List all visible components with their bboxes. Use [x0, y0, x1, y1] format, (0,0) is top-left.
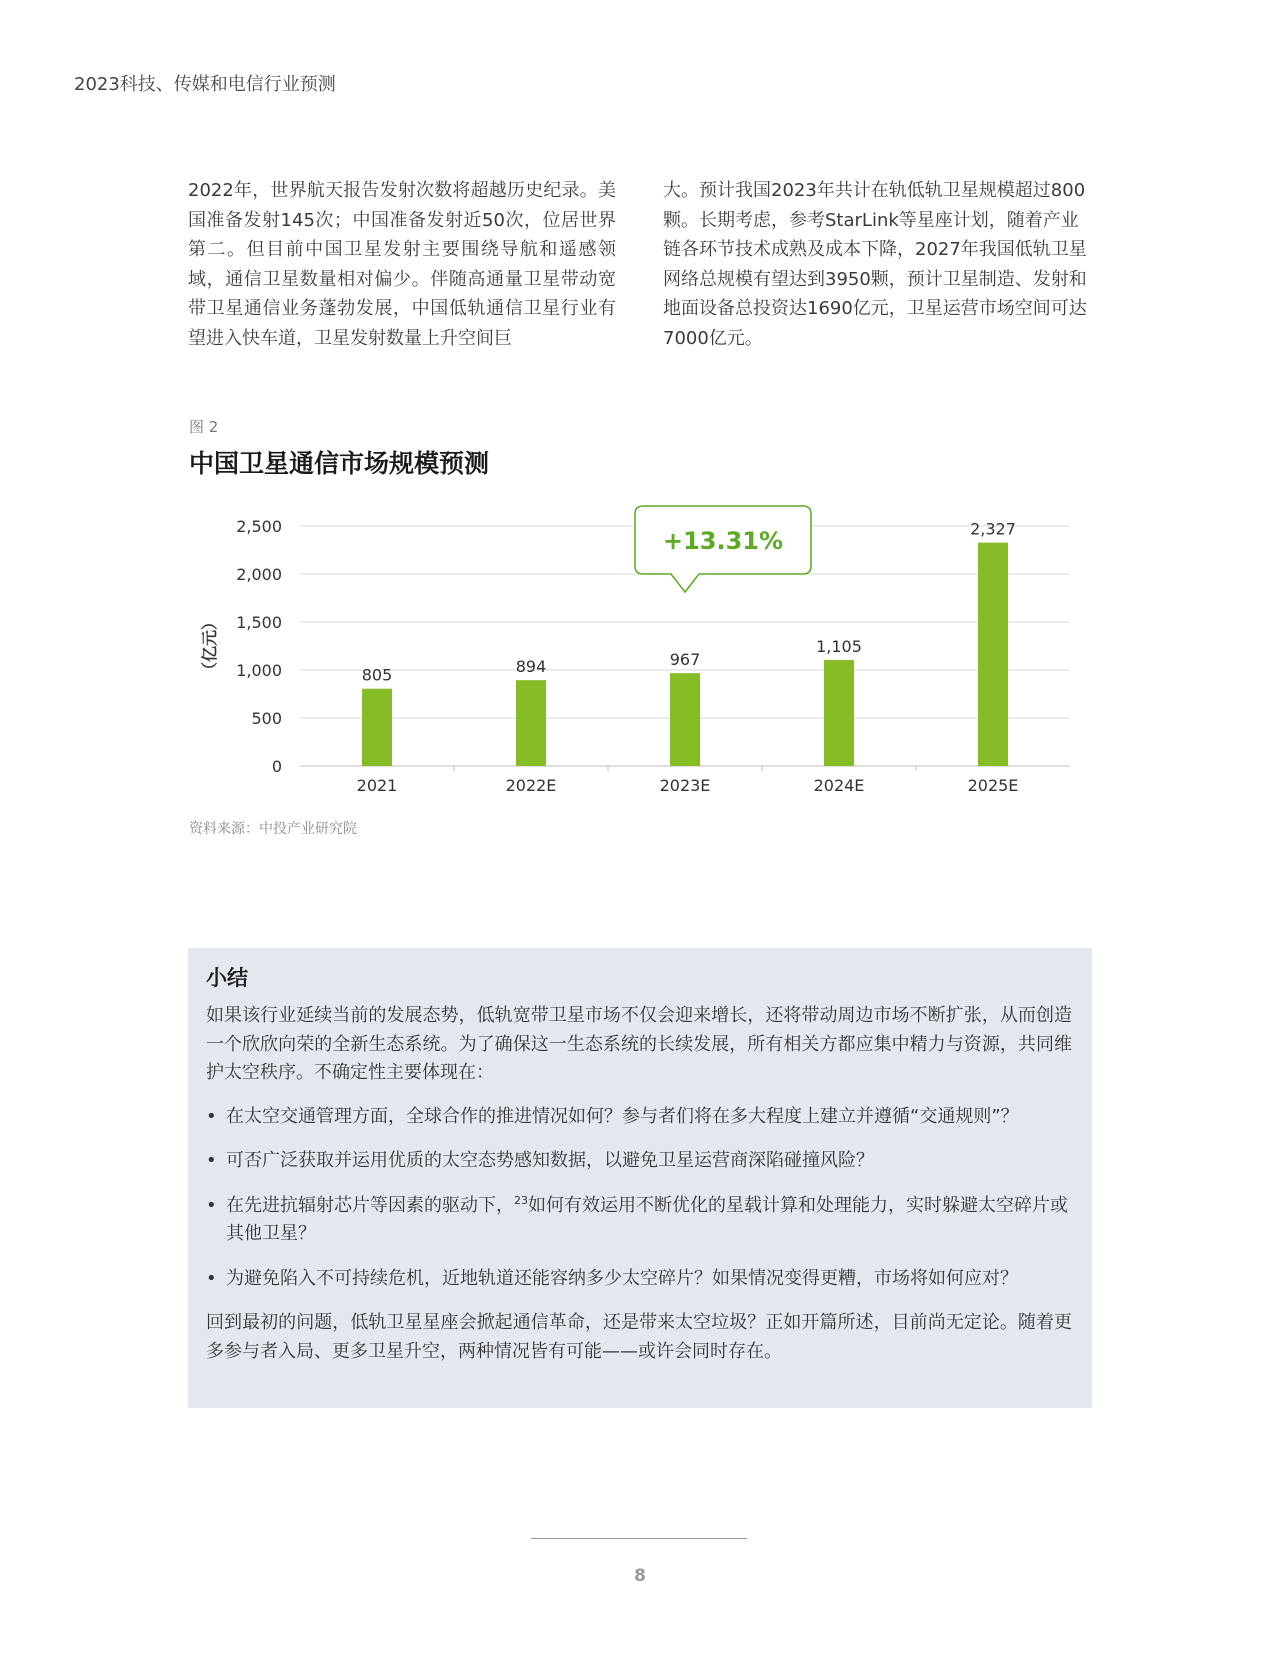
- bullet-icon: •: [206, 1267, 217, 1289]
- page-number: 8: [634, 1566, 646, 1586]
- uncertainty-list: [206, 1103, 1072, 1294]
- data-label: 1,105: [816, 636, 862, 656]
- summary-title: 小结: [206, 966, 248, 990]
- list-item-text: 可否广泛获取并运用优质的太空态势感知数据，以避免卫星运营商深陷碰撞风险？: [226, 1150, 874, 1171]
- y-axis-label-group: [200, 614, 219, 678]
- list-item-text: 在太空交通管理方面，全球合作的推进情况如何？参与者们将在多大程度上建立并遵循“交通规则”？: [226, 1105, 1019, 1127]
- x-tick-label: 2025E: [967, 776, 1019, 795]
- bullet-icon: •: [206, 1194, 217, 1216]
- summary-closing: 回到最初的问题，低轨卫星星座会掀起通信革命，还是带来太空垃圾？正如开篇所述，目前尚无定论。随着更多参与者入局、更多卫星升空，两种情况皆有可能——或许会同时存在。: [206, 1312, 1072, 1362]
- figure-title: 中国卫星通信市场规模预测: [189, 449, 490, 478]
- data-label: 967: [669, 650, 701, 670]
- body-text-left-column: 2022年，世界航天报告发射次数将超越历史纪录。美国准备发射145次；中国准备发射近50次，位居世界第二。但目前中国卫星发射主要围绕导航和遥感领域，通信卫星数量相对偏少。伴随高通量卫星带动宽带卫星通信业务蓬勃发展，中国低轨通信卫星行业有望进入快车道，卫星发射数量上升空间巨: [188, 180, 616, 349]
- running-header: 2023科技、传媒和电信行业预测: [74, 74, 336, 95]
- growth-callout-text: +13.31%: [662, 527, 784, 555]
- data-label: 894: [515, 657, 547, 677]
- y-axis-ticks: [236, 517, 282, 776]
- list-item: [206, 1265, 1072, 1294]
- list-item-text: 在先进抗辐射芯片等因素的驱动下，: [226, 1194, 514, 1216]
- y-tick-label: 1,500: [236, 613, 282, 632]
- x-tick-label: 2023E: [659, 776, 711, 795]
- summary-intro: 如果该行业延续当前的发展态势，低轨宽带卫星市场不仅会迎来增长，还将带动周边市场不断扩张，从而创造一个欣欣向荣的全新生态系统。为了确保这一生态系统的长续发展，所有相关方都应集中精力与资源，共同维护太空秩序。不确定性主要体现在：: [206, 1005, 1072, 1083]
- figure-source: 资料来源：中投产业研究院: [189, 821, 357, 837]
- bar: [978, 543, 1008, 766]
- y-tick-label: 1,000: [236, 661, 282, 680]
- figure-label: 图 2: [189, 418, 219, 436]
- x-tick-label: 2024E: [813, 776, 865, 795]
- summary-box: [188, 948, 1092, 1408]
- growth-callout: [635, 506, 811, 592]
- body-text-right-column: 大。预计我国2023年共计在轨低轨卫星规模超过800颗。长期考虑，参考StarLink等星座计划，随着产业链各环节技术成熟及成本下降，2027年我国低轨卫星网络总规模有望达到3950颗，预计卫星制造、发射和地面设备总投资达1690亿元，卫星运营市场空间可达7000亿元。: [663, 180, 1087, 349]
- bar: [516, 680, 546, 766]
- list-item: [206, 1147, 1072, 1176]
- y-axis-label: （亿元）: [200, 613, 219, 679]
- list-item: [206, 1192, 1072, 1249]
- data-label: 805: [361, 665, 393, 685]
- x-axis-ticks: [357, 766, 1019, 795]
- list-item-text-continued: 如何有效运用不断优化的星载计算和处理能力，实时躲避太空碎片或其他卫星？: [226, 1194, 1068, 1244]
- y-tick-label: 0: [271, 757, 282, 776]
- bullet-icon: •: [206, 1150, 217, 1171]
- y-tick-label: 2,500: [236, 517, 282, 536]
- data-label: 2,327: [970, 519, 1016, 539]
- y-tick-label: 2,000: [236, 565, 282, 584]
- footnote-ref[interactable]: 23: [514, 1193, 528, 1207]
- list-item-text: 为避免陷入不可持续危机，近地轨道还能容纳多少太空碎片？如果情况变得更糟，市场将如何应对？: [226, 1267, 1018, 1289]
- footer-rule: [531, 1538, 747, 1539]
- bar: [362, 689, 392, 766]
- bullet-icon: •: [206, 1105, 217, 1127]
- y-tick-label: 500: [251, 709, 282, 728]
- bar: [824, 660, 854, 766]
- bar: [670, 673, 700, 766]
- x-tick-label: 2022E: [505, 776, 557, 795]
- x-tick-label: 2021: [356, 776, 398, 795]
- list-item: [206, 1103, 1072, 1132]
- market-size-bar-chart: [190, 500, 1080, 800]
